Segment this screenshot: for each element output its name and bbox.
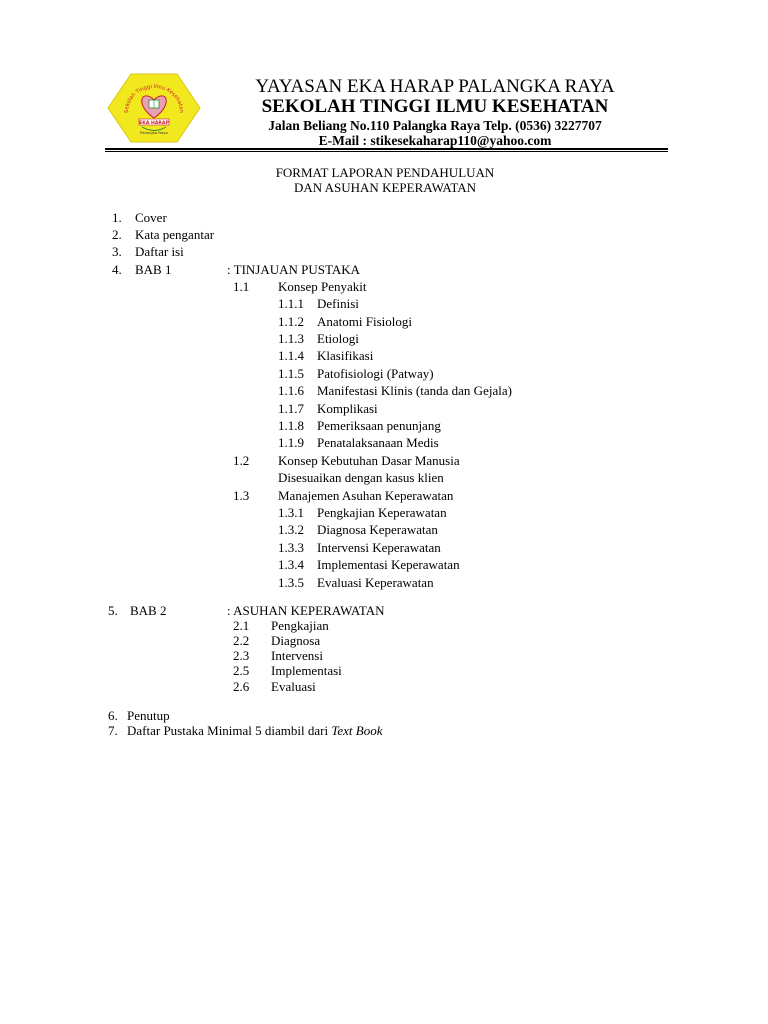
subsection-label: Etiologi xyxy=(317,331,359,346)
document-title xyxy=(185,165,585,195)
section-number: 2.2 xyxy=(233,633,250,648)
logo-bottom-text: Palangka Raya xyxy=(140,130,168,135)
institution-logo xyxy=(106,72,202,144)
item-number: 7. xyxy=(108,723,118,738)
subsection-number: 1.3.1 xyxy=(278,505,304,520)
section-number: 2.5 xyxy=(233,663,250,678)
subsection-number: 1.3.4 xyxy=(278,557,304,572)
daftar-pustaka-text: Daftar Pustaka Minimal 5 diambil dari xyxy=(127,723,329,738)
subsection-number: 1.1.3 xyxy=(278,331,304,346)
subsection-label: Evaluasi Keperawatan xyxy=(317,575,434,590)
item-bab1: BAB 1 xyxy=(135,262,172,277)
item-number: 6. xyxy=(108,708,118,723)
subsection-number: 1.1.8 xyxy=(278,418,304,433)
daftar-pustaka-italic: Text Book xyxy=(331,723,383,738)
logo-arc-text: Sekolah Tinggi Ilmu Kesehatan xyxy=(123,83,185,114)
subsection-number: 1.1.1 xyxy=(278,296,304,311)
section-number: 2.1 xyxy=(233,618,250,633)
subsection-number: 1.3.3 xyxy=(278,540,304,555)
section-label: Implementasi xyxy=(271,663,342,678)
subsection-label: Pemeriksaan penunjang xyxy=(317,418,441,433)
section-label: Pengkajian xyxy=(271,618,329,633)
section-label: Intervensi xyxy=(271,648,323,663)
subsection-label: Pengkajian Keperawatan xyxy=(317,505,447,520)
item-number: 5. xyxy=(108,603,118,618)
title-line-2: DAN ASUHAN KEPERAWATAN xyxy=(293,180,477,195)
institution-address: Jalan Beliang No.110 Palangka Raya Telp. (0536) 3227707 xyxy=(268,118,602,133)
subsection-label: Komplikasi xyxy=(317,401,378,416)
subsection-label: Implementasi Keperawatan xyxy=(317,557,460,572)
subsection-label: Intervensi Keperawatan xyxy=(317,540,441,555)
subsection-label: Klasifikasi xyxy=(317,348,374,363)
header-divider-thin xyxy=(105,151,668,152)
subsection-number: 1.1.6 xyxy=(278,383,304,398)
item-number: 3. xyxy=(112,244,122,259)
subsection-label: Penatalaksanaan Medis xyxy=(317,435,439,450)
subsection-number: 1.3.5 xyxy=(278,575,304,590)
subsection-label: Anatomi Fisiologi xyxy=(317,314,412,329)
item-penutup: Penutup xyxy=(127,708,170,723)
bab1-title: : TINJAUAN PUSTAKA xyxy=(227,262,361,277)
letterhead xyxy=(210,77,660,148)
section-label: Evaluasi xyxy=(271,679,316,694)
title-line-1: FORMAT LAPORAN PENDAHULUAN xyxy=(275,165,495,180)
section-number: 1.1 xyxy=(233,279,250,294)
item-cover: Cover xyxy=(135,210,167,225)
section-konsep-penyakit: Konsep Penyakit xyxy=(278,279,367,294)
section-number: 1.2 xyxy=(233,453,250,468)
subsection-number: 1.1.2 xyxy=(278,314,304,329)
section-number: 1.3 xyxy=(233,488,250,503)
section-manajemen-asuhan: Manajemen Asuhan Keperawatan xyxy=(278,488,454,503)
section-label: Diagnosa xyxy=(271,633,321,648)
bab2-title: : ASUHAN KEPERAWATAN xyxy=(227,603,385,618)
item-bab2: BAB 2 xyxy=(130,603,167,618)
subsection-number: 1.1.4 xyxy=(278,348,304,363)
item-number: 1. xyxy=(112,210,122,225)
subsection-number: 1.1.5 xyxy=(278,366,304,381)
section-number: 2.3 xyxy=(233,648,250,663)
section-note: Disesuaikan dengan kasus klien xyxy=(278,470,444,485)
institution-name: SEKOLAH TINGGI ILMU KESEHATAN xyxy=(261,96,609,117)
subsection-label: Definisi xyxy=(317,296,359,311)
subsection-number: 1.1.7 xyxy=(278,401,304,416)
item-daftar-pustaka xyxy=(127,723,383,738)
item-number: 4. xyxy=(112,262,122,277)
subsection-label: Manifestasi Klinis (tanda dan Gejala) xyxy=(317,383,512,398)
item-kata-pengantar: Kata pengantar xyxy=(135,227,215,242)
section-konsep-kebutuhan: Konsep Kebutuhan Dasar Manusia xyxy=(278,453,460,468)
foundation-name: YAYASAN EKA HARAP PALANGKA RAYA xyxy=(255,76,615,97)
subsection-number: 1.1.9 xyxy=(278,435,304,450)
item-daftar-isi: Daftar isi xyxy=(135,244,184,259)
subsection-label: Patofisiologi (Patway) xyxy=(317,366,434,381)
item-number: 2. xyxy=(112,227,122,242)
logo-ribbon-text: EKA HARAP xyxy=(139,120,169,126)
subsection-label: Diagnosa Keperawatan xyxy=(317,522,438,537)
institution-email: E-Mail : stikesekaharap110@yahoo.com xyxy=(318,133,552,148)
header-divider xyxy=(105,148,668,150)
section-number: 2.6 xyxy=(233,679,250,694)
subsection-number: 1.3.2 xyxy=(278,522,304,537)
